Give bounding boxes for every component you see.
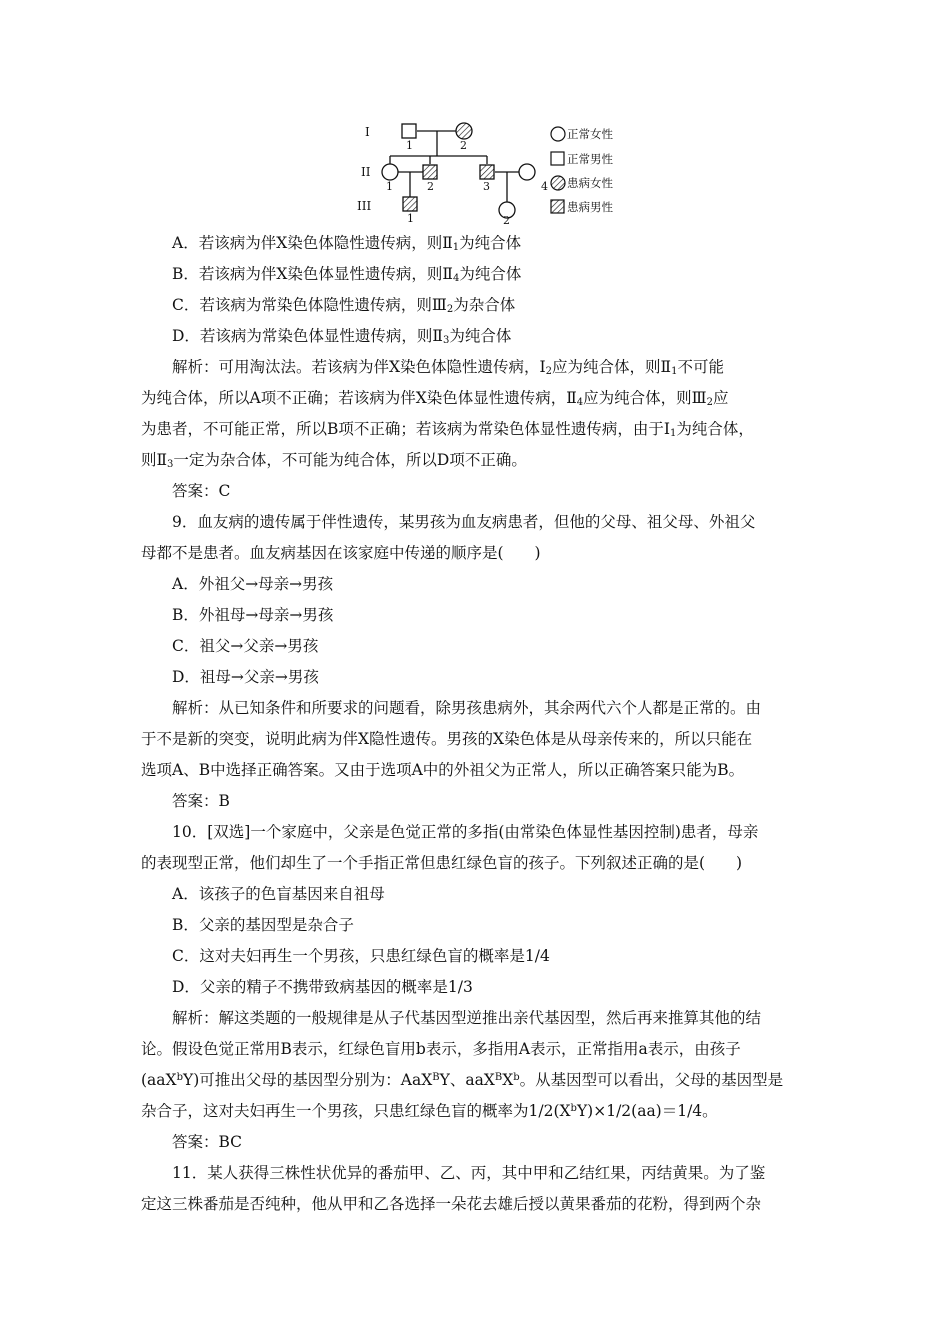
- q8-option-a-sub: 1: [452, 242, 460, 253]
- q8-option-a: [141, 228, 831, 259]
- pedigree-male-I1: [402, 124, 416, 138]
- q8-analysis-4b: 一定为杂合体，不可能为纯合体，所以D项不正确。: [173, 451, 527, 469]
- q8-analysis-1c: 不可能: [677, 358, 724, 376]
- q8-analysis-line-3: [141, 414, 831, 445]
- pedigree-female-I2: [456, 123, 472, 139]
- q10-analysis-3a: (aaX: [141, 1071, 177, 1089]
- generation-label-III: III: [357, 199, 372, 213]
- legend-label-normal-male: 正常男性: [567, 152, 613, 166]
- q10-option-c: C．这对夫妇再生一个男孩，只患红绿色盲的概率是1/4: [172, 947, 550, 965]
- number-III2: 2: [503, 214, 510, 227]
- number-I2: 2: [460, 139, 467, 152]
- q10-option-a: A．该孩子的色盲基因来自祖母: [172, 885, 385, 903]
- q8-analysis-1a: 解析：可用淘汰法。若该病为伴X染色体隐性遗传病，Ⅰ: [172, 358, 546, 376]
- legend-label-affected-male: 患病男性: [567, 200, 613, 214]
- q8-option-d-tail: 为纯合体: [449, 327, 512, 345]
- q10-analysis-3b: Y)可推出父母的基因型分别为：AaX: [182, 1071, 433, 1089]
- q8-option-b-sub: 4: [452, 273, 460, 284]
- q8-analysis-line-2: [141, 383, 831, 414]
- number-II2: 2: [427, 180, 434, 193]
- q10-stem-line-2: 的表现型正常，他们却生了一个手指正常但患红绿色盲的孩子。下列叙述正确的是( ): [141, 854, 743, 872]
- q11-stem-line-2: 定这三株番茄是否纯种，他从甲和乙各选择一朵花去雄后授以黄果番茄的花粉，得到两个杂: [141, 1195, 762, 1213]
- q10-analysis-3s2: B: [432, 1072, 440, 1083]
- legend-symbol-normal-female: [551, 127, 565, 141]
- q8-analysis-3a: 为患者，不可能正常，所以B项不正确；若该病为常染色体显性遗传病，由于Ⅰ: [141, 420, 671, 438]
- number-II4: 4: [541, 180, 548, 193]
- pedigree-female-II1: [382, 164, 398, 180]
- q8-option-c-tail: 为杂合体: [453, 296, 516, 314]
- q9-analysis-line-2: 于不是新的突变，说明此病为伴X隐性遗传。男孩的X染色体是从母亲传来的，所以只能在: [141, 730, 753, 748]
- q10-analysis-line-1: 解析：解这类题的一般规律是从子代基因型逆推出亲代基因型，然后再来推算其他的结: [172, 1009, 762, 1027]
- number-I1: 1: [406, 139, 413, 152]
- q8-analysis-4s: 3: [167, 459, 174, 470]
- q8-analysis-1s2: 1: [671, 366, 678, 377]
- q9-option-d: D．祖母→父亲→男孩: [172, 668, 319, 686]
- q8-option-b-tail: 为纯合体: [459, 265, 522, 283]
- q8-option-a-text: A．若该病为伴X染色体隐性遗传病，则Ⅱ: [172, 234, 453, 252]
- q8-analysis-line-4: [141, 445, 831, 476]
- q8-analysis-line-1: [141, 352, 831, 383]
- legend-symbol-affected-male: [551, 200, 564, 213]
- q8-analysis-1s: 2: [545, 366, 553, 377]
- q8-analysis-2s: 4: [576, 397, 584, 408]
- generation-label-I: I: [365, 125, 370, 139]
- number-II3: 3: [483, 180, 490, 193]
- q9-option-b: B．外祖母→母亲→男孩: [172, 606, 334, 624]
- legend-label-normal-female: 正常女性: [567, 127, 613, 141]
- q10-option-b: B．父亲的基因型是杂合子: [172, 916, 354, 934]
- q10-analysis-3e: 。从基因型可以看出，父母的基因型是: [519, 1071, 784, 1089]
- q10-analysis-4b: Y)×1/2(aa)＝1/4。: [576, 1102, 718, 1120]
- q9-option-c: C．祖父→父亲→男孩: [172, 637, 319, 655]
- q8-option-c-sub: 2: [446, 304, 454, 315]
- document-body: [141, 228, 831, 1220]
- q8-analysis-4a: 则Ⅱ: [141, 451, 168, 469]
- q8-option-c: [141, 290, 831, 321]
- number-III1: 1: [407, 212, 414, 225]
- q11-stem-line-1: 11．某人获得三株性状优异的番茄甲、乙、丙，其中甲和乙结红果，丙结黄果。为了鉴: [172, 1164, 766, 1182]
- number-II1: 1: [386, 180, 393, 193]
- q10-option-d: D．父亲的精子不携带致病基因的概率是1/3: [172, 978, 473, 996]
- generation-label-II: II: [361, 165, 371, 179]
- q10-analysis-3c: Y、aaX: [439, 1071, 495, 1089]
- q10-analysis-3s4: b: [513, 1072, 520, 1083]
- q8-option-d: [141, 321, 831, 352]
- q8-option-b-text: B．若该病为伴X染色体显性遗传病，则Ⅱ: [172, 265, 453, 283]
- q8-option-a-tail: 为纯合体: [459, 234, 522, 252]
- q10-analysis-line-2: 论。假设色觉正常用B表示，红绿色盲用b表示，多指用A表示，正常指用a表示，由孩子: [141, 1040, 741, 1058]
- q9-analysis-line-3: 选项A、B中选择正确答案。又由于选项A中的外祖父为正常人，所以正确答案只能为B。: [141, 761, 745, 779]
- q8-option-d-sub: 3: [442, 335, 450, 346]
- pedigree-male-III1: [403, 197, 417, 211]
- legend-symbol-affected-female: [551, 176, 565, 190]
- pedigree-male-II2: [423, 165, 437, 179]
- pedigree-diagram: [355, 115, 635, 227]
- legend-symbol-normal-male: [551, 152, 564, 165]
- q10-analysis-line-4: [141, 1096, 831, 1127]
- q8-analysis-1b: 应为纯合体，则Ⅱ: [552, 358, 672, 376]
- q10-analysis-3s1: b: [176, 1072, 183, 1083]
- q8-analysis-2a: 为纯合体，所以A项不正确；若该病为伴X染色体显性遗传病，Ⅱ: [141, 389, 577, 407]
- q8-analysis-2s2: 2: [706, 397, 713, 408]
- q8-analysis-3b: 为纯合体，: [676, 420, 754, 438]
- q9-stem-line-1: 9．血友病的遗传属于伴性遗传，某男孩为血友病患者，但他的父母、祖父母、外祖父: [172, 513, 756, 531]
- q8-answer: 答案：C: [172, 482, 231, 500]
- q10-stem-line-1: 10．[双选]一个家庭中，父亲是色觉正常的多指(由常染色体显性基因控制)患者，母亲: [172, 823, 759, 841]
- q10-analysis-3s3: B: [494, 1072, 503, 1083]
- q10-analysis-4s: b: [570, 1103, 577, 1114]
- q9-option-a: A．外祖父→母亲→男孩: [172, 575, 334, 593]
- q9-answer: 答案：B: [172, 792, 230, 810]
- q8-option-b: [141, 259, 831, 290]
- q10-analysis-line-3: [141, 1065, 831, 1096]
- pedigree-male-II3: [480, 165, 494, 179]
- q8-option-d-text: D．若该病为常染色体显性遗传病，则Ⅱ: [172, 327, 443, 345]
- q10-answer: 答案：BC: [172, 1133, 243, 1151]
- q10-analysis-4a: 杂合子，这对夫妇再生一个男孩，只患红绿色盲的概率为1/2(X: [141, 1102, 571, 1120]
- q9-stem-line-2: 母都不是患者。血友病基因在该家庭中传递的顺序是( ): [141, 544, 541, 562]
- legend-label-affected-female: 患病女性: [567, 176, 613, 190]
- q8-analysis-2b: 应为纯合体，则Ⅲ: [583, 389, 707, 407]
- q10-analysis-3d: X: [502, 1071, 514, 1089]
- q8-analysis-2c: 应: [712, 389, 729, 407]
- q9-analysis-line-1: 解析：从已知条件和所要求的问题看，除男孩患病外，其余两代六个人都是正常的。由: [172, 699, 762, 717]
- q8-analysis-3s: 1: [670, 428, 677, 439]
- pedigree-female-II4: [519, 164, 535, 180]
- q8-option-c-text: C．若该病为常染色体隐性遗传病，则Ⅲ: [172, 296, 447, 314]
